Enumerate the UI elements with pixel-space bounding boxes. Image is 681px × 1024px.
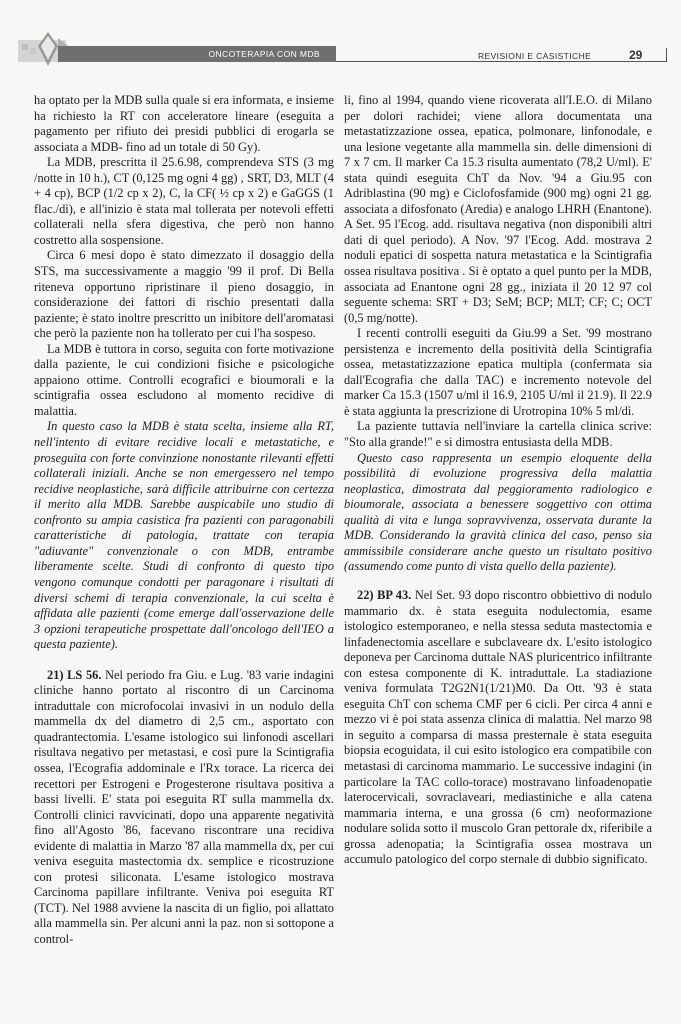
page-number: 29	[629, 48, 643, 62]
case-report-22	[344, 588, 652, 868]
journal-header-bar	[58, 46, 336, 62]
right-column	[344, 93, 652, 868]
paragraph: li, fino al 1994, quando viene ricoverata all'I.E.O. di Milano per dolori rachidei; viene allora documentata una metastatizzazione ossea, epatica, polmonare, linfonodale, e una lesione vegetante alla mammella sin. delle dimensioni di 7 x 7 cm. Il marker Ca 15.3 risulta aumentato (78,2 U/ml). E' stata quindi eseguita ChT da Nov. '94 a Giu.95 con Adriblastina (90 mg) e Ciclofosfamide (900 mg) ogni 21 gg. associata a difosfonato (Aredia) e analogo LHRH (Enantone). A Set. 95 l'Ecog. add. risultava negativa (non disponibili altri dati di quel periodo). A Nov. '97 l'Ecog. Add. mostrava 2 noduli epatici di sospetta natura metastatica e la Scintigrafia ossea risultava positiva . Si è optato a quel punto per la MDB, associata ad Enantone ogni 28 gg., iniziata il 20 12 97 col seguente schema: SRT + D3; SeM; BCP; MLT; CF; C; OCT (0,5 mg/notte).	[344, 93, 652, 325]
header-rule	[336, 61, 666, 62]
case-id: 21) LS 56.	[47, 667, 102, 682]
commentary-paragraph: Questo caso rappresenta un esempio eloquente della possibilità di evoluzione progressiva della malattia neoplastica, dimostrata dal peggioramento radiologico e bioumorale, associata a benessere soggettivo con ottima qualità di vita e lunga sopravvivenza, osservata durante la MDB. Considerando la gravità clinica del caso, penso sia ammissibile considerare anche questo un risultato positivo (assumendo come punto di vista quello della paziente).	[344, 450, 652, 574]
paragraph: La MDB è tuttora in corso, seguita con forte motivazione dalla paziente, le cui condizioni fisiche e psicologiche appaiono ottime. Controlli ecografici e bioumorali e la scintigrafia ossea escludono al momento recidive di malattia.	[34, 341, 334, 418]
section-title: REVISIONI E CASISTICHE	[478, 51, 592, 61]
left-column	[34, 93, 334, 948]
paragraph: La paziente tuttavia nell'inviare la cartella clinica scrive: "Sto alla grande!" e si dimostra entusiasta della MDB.	[344, 419, 652, 450]
case-text: Nel periodo fra Giu. e Lug. '83 varie indagini cliniche hanno portato al riscontro di un Carcinoma intraduttale con microfocolai invasivi in un nodulo della mammella dx del diametro di 2,5 cm., asportato con quadrantectomia. L'esame istologico sui linfonodi ascellari risultava negativo per metastasi, e così pure la Scintigrafia ossea, l'Ecografia addominale e l'Rx torace. La ricerca dei recettori per Estrogeni e Progesterone risultava positiva a bassi livelli. E' stata poi eseguita RT sulla mammella dx. Controlli clinici ravvicinati, dopo una apparente negatività fino all'Agosto '86, facevano riscontrare una recidiva evidente di malattia in Marzo '87 alla mammella dx, per cui veniva eseguita mastectomia dx. semplice e ricostruzione con protesi siliconata. L'esame istologico mostrava Carcinoma papillare infiltrante. Veniva poi eseguita RT (TCT). Nel 1988 avviene la nascita di un figlio, poi allattato alla mammella sin. Per alcuni anni la paz. non si sottopone a control-	[34, 667, 334, 946]
case-id: 22) BP 43.	[357, 587, 412, 602]
case-report-21	[34, 668, 334, 948]
paragraph: ha optato per la MDB sulla quale si era informata, e insieme ha richiesto la RT con acceleratore lineare (eseguita a pagamento per rifiuto dei presidi pubblici di erogarla se associata a MDB- fino ad un totale di 50 Gy).	[34, 93, 334, 154]
commentary-paragraph: In questo caso la MDB è stata scelta, insieme alla RT, nell'intento di evitare recidive locali e metastatiche, e proseguita con forte convinzione nonostante rilevanti effetti collaterali iniziali. Anche se non emergessero nel tempo recidive neoplastiche, sarà difficile attribuirne con certezza il merito alla MDB. Sarebbe auspicabile uno studio di confronto su ampia casistica fra pazienti con paragonabili caratteristiche di patologia, trattate con terapia "adiuvante" convenzionale o con MDB, entrambe liberamente scelte. Studi di confronto di questo tipo vengono comunque condotti per paragonare i risultati di diversi schemi di terapia convenzionale, la cui scelta è affidata alle pazienti (come emerge dall'osservazione delle 3 opzioni terapeutiche prospettate dall'oncologo dell'IEO a questa paziente).	[34, 419, 334, 652]
case-text: Nel Set. 93 dopo riscontro obbiettivo di nodulo mammario dx. è stata eseguita nodulectomia, esame istologico estemporaneo, e nella stessa seduta mastectomia e linfadenectomia ascellare e subclaveare dx. L'esito istologico deponeva per Carcinoma duttale NAS pluricentrico infiltrante con estesa componente di K. intraduttale. La stadiazione veniva formulata T2G2N1(1/21)M0. Da Ott. '93 è stata eseguita ChT con schema CMF per 6 cicli. Per circa 4 anni e mezzo vi è poi stata assenza clinica di malattia. Nel marzo 98 in seguito a comparsa di massa presternale è stata eseguita biopsia ecoguidata, il cui esito istologico era compatibile con metastasi di carcinoma mammario. Le successive indagini (in particolare la TAC collo-torace) mostravano linfoadenopatie laterocervicali, sovraclaveari, mediastiniche e alla catena mammaria interna, e una grossa (6 cm) neoformazione nodulare solida sotto il muscolo Gran pettorale dx, riferibile a grossa adenopatia; la Scintigrafia ossea mostrava un accumulo patologico del corpo sternale di dubbio significato.	[344, 587, 652, 867]
paragraph: I recenti controlli eseguiti da Giu.99 a Set. '99 mostrano persistenza e incremento della positività della Scintigrafia ossea, metastatizzazione epatica multipla (confermata sia dall'Ecografia che dalla TAC) e incremento notevole del marker Ca 15.3 (1507 u/ml il 16.9, 2105 U/ml il 21.9). Il 22.9 è stata aggiunta la prescrizione di Urotropina 10% 5 ml/dì.	[344, 326, 652, 418]
paragraph: La MDB, prescritta il 25.6.98, comprendeva STS (3 mg /notte in 10 h.), CT (0,125 mg ogni 4 gg) , SRT, D3, MLT (4 + 4 cp), BCP (1/2 cp x 2), C, la CF( ½ cp x 2) e GaGGS (1 flac./dì), e all'inizio è stata mal tollerata per notevoli effetti collaterali nella sfera digestiva, che però non hanno costretto alla sospensione.	[34, 155, 334, 247]
header-edge-line	[666, 48, 667, 62]
paragraph: Circa 6 mesi dopo è stato dimezzato il dosaggio della STS, ma successivamente a maggio '99 il prof. Di Bella riteneva opportuno ripristinare il pieno dosaggio, in considerazione dei fattori di rischio presentati dalla paziente; è stato inoltre prescritto un inibitore dell'aromatasi che però la paziente non ha tollerato per cui l'ha sospeso.	[34, 248, 334, 341]
journal-title: ONCOTERAPIA CON MDB	[208, 49, 320, 59]
